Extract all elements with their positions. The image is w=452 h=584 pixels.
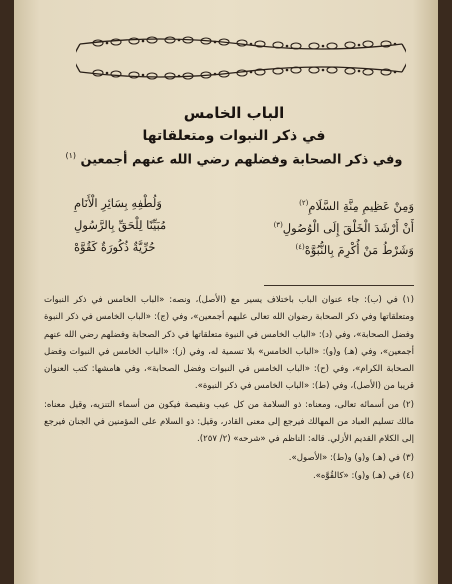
verse-first-hemistich: أَنْ أَرْشَدَ الْخَلْقَ إِلَى الْوُصُولِ$^{(٣)}$: [273, 220, 414, 235]
footnote-3: (٣) في (هـ) و(و) و(ط): «الأصول».: [288, 452, 414, 463]
chapter-subtitle-2: وفي ذكر الصحابة وفضلهم رضي الله عنهم أجمعين $^{(١)}$: [65, 151, 403, 168]
footnote-1: (١) في (ب): جاء عنوان الباب باختلاف يسير مع (الأصل)، ونصه: «الباب الخامس في ذكر النبوات ومتعلقاتها وفي ذكر الصحابة رضوان الله تعالى عليهم أجمعين»، وفي (ج): «الباب الخامس في ذكر النبوة وفضل الصحابة»، وفي (د): «الباب الخامس في النبوة متعلقاتها في ذكر الصحابة وفضلهم رضي الله عنهم أجمعين»، وفي (هـ) و(و): «الباب الخامس» بلا تسمية له، وفي (ز): «الباب الخامس في النبوات وفضل الصحابة الكرام»، وفي (ح): «الباب الخامس في النبوات وفضل الصحابة»، وفي هامشها: كتب العنوان قريبا من (الأصل)، وفي (ط): «الباب الخامس في ذكر النبوة».: [44, 295, 414, 392]
footnote-4: (٤) في (هـ) و(و): «كالقُوَّه».: [312, 470, 414, 481]
verse-first-hemistich: وَشَرْطُ مَنْ أُكْرِمَ بِالنُّبُوَّهْ$^{(٤)}$: [295, 242, 414, 257]
verse-line: [74, 236, 414, 258]
footnote-marker: (١): [65, 151, 77, 160]
verse-line: [74, 214, 414, 236]
chain-ornament: [76, 36, 406, 80]
footnote-2: (٢) من أسمائه تعالى، ومعناه: ذو السلامة من كل عيب ونقيصة فيكون من أسماء التنزيه، وقيل معناه: مالك تسليم العباد من المهالك فيرجع إلى معنى القادر، وقيل: ذو السلام على المؤمنين في الجنان فيرجع إلى الكلام القديم الأزلي. قاله: الناظم في «شرحه» (٢/ ٢٥٧).: [44, 399, 414, 445]
verse-second-hemistich: حُرِّيَّةٌ ذُكُورَةٌ كَقُوَّهْ: [74, 240, 156, 254]
chapter-title: الباب الخامس: [183, 104, 285, 122]
chapter-subtitle: في ذكر النبوات ومتعلقاتها: [142, 128, 326, 144]
verse-line: [74, 192, 414, 214]
verse-second-hemistich: وَلُطْفِهِ بِسَائِرِ الْأَنَامِ: [74, 196, 162, 210]
poem-verses: [74, 192, 414, 258]
footnote-divider: [264, 285, 414, 286]
verse-second-hemistich: مُبَيِّنًا لِلْحَقِّ بِالرَّسُولِ: [74, 218, 167, 232]
footnotes: [44, 292, 414, 485]
book-page: [14, 0, 438, 584]
verse-first-hemistich: وَمِنْ عَظِيمِ مِنَّةِ السَّلَامِ$^{(٢)}$: [299, 198, 414, 213]
